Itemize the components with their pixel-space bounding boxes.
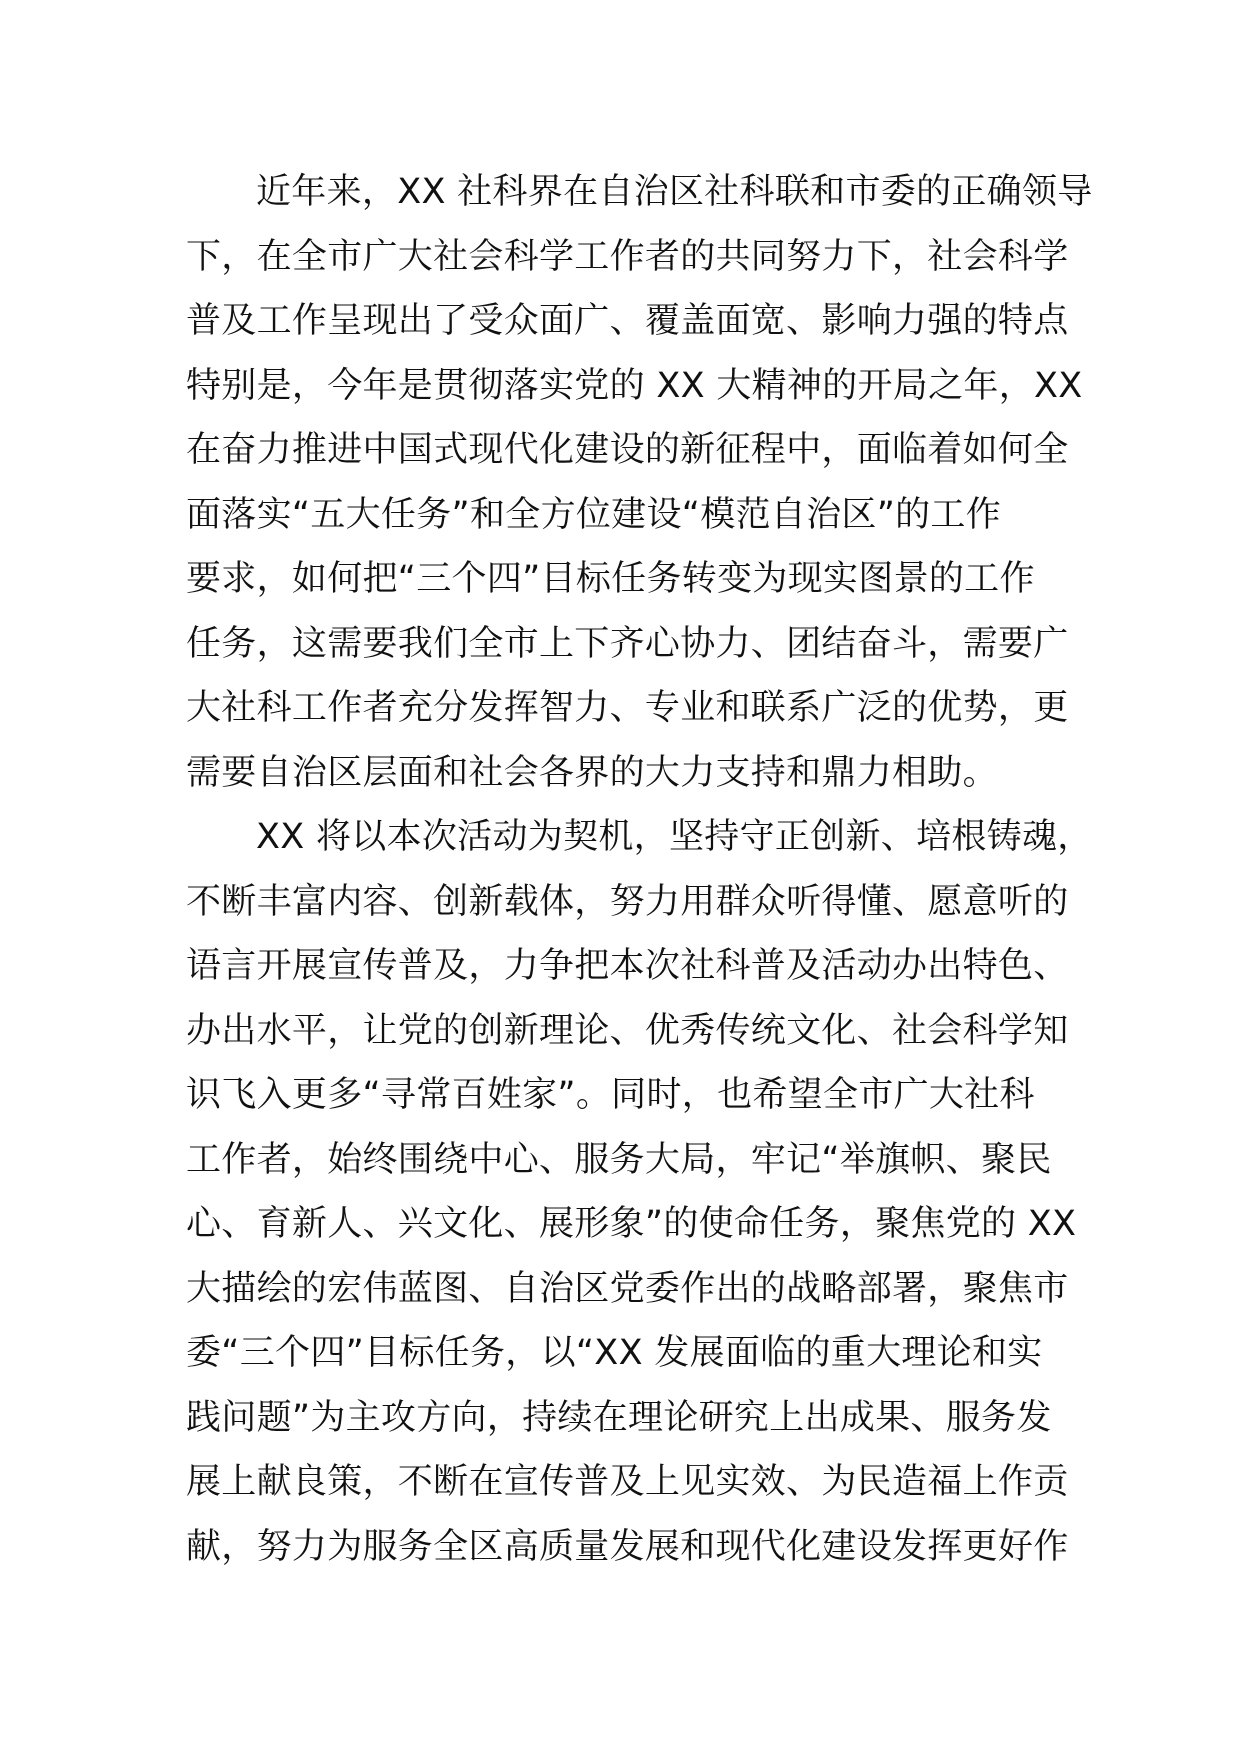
document-body (186, 160, 1093, 1579)
text-line: 语言开展宣传普及，力争把本次社科普及活动办出特色、 (186, 946, 1069, 986)
text-line: 在奋力推进中国式现代化建设的新征程中，面临着如何全 (186, 430, 1069, 470)
text-line: 大社科工作者充分发挥智力、专业和联系广泛的优势，更 (186, 688, 1069, 728)
text-line: 识飞入更多“寻常百姓家”。同时，也希望全市广大社科 (186, 1075, 1035, 1115)
text-line: 面落实“五大任务”和全方位建设“模范自治区”的工作 (186, 494, 1002, 535)
paragraph-2 (186, 805, 1093, 1579)
text-line: 要求，如何把“三个四”目标任务转变为现实图景的工作 (186, 559, 1035, 599)
text-line: 工作者，始终围绕中心、服务大局，牢记“举旗帜、聚民 (186, 1139, 1052, 1180)
text-line: 办出水平，让党的创新理论、优秀传统文化、社会科学知 (186, 1010, 1069, 1051)
text-line: 特别是，今年是贯彻落实党的 XX 大精神的开局之年，XX (186, 365, 1083, 406)
text-line: 不断丰富内容、创新载体，努力用群众听得懂、愿意听的 (186, 881, 1069, 922)
text-line: 献，努力为服务全区高质量发展和现代化建设发挥更好作 (186, 1526, 1069, 1567)
text-line: 需要自治区层面和社会各界的大力支持和鼎力相助。 (186, 752, 998, 793)
text-line: 心、育新人、兴文化、展形象”的使命任务，聚焦党的 XX (186, 1204, 1077, 1244)
text-line: 近年来，XX 社科界在自治区社科联和市委的正确领导 (256, 172, 1093, 212)
text-line: 展上献良策，不断在宣传普及上见实效、为民造福上作贡 (186, 1462, 1069, 1502)
text-line: 委“三个四”目标任务，以“XX 发展面临的重大理论和实 (186, 1333, 1043, 1373)
text-line: 任务，这需要我们全市上下齐心协力、团结奋斗，需要广 (186, 623, 1069, 664)
paragraph-1 (186, 160, 1093, 805)
text-line: XX 将以本次活动为契机，坚持守正创新、培根铸魂， (256, 817, 1093, 857)
text-line: 下，在全市广大社会科学工作者的共同努力下，社会科学 (186, 236, 1069, 277)
text-line: 践问题”为主攻方向，持续在理论研究上出成果、服务发 (186, 1397, 1052, 1438)
text-line: 普及工作呈现出了受众面广、覆盖面宽、影响力强的特点 (186, 301, 1069, 341)
text-line: 大描绘的宏伟蓝图、自治区党委作出的战略部署，聚焦市 (186, 1268, 1069, 1309)
